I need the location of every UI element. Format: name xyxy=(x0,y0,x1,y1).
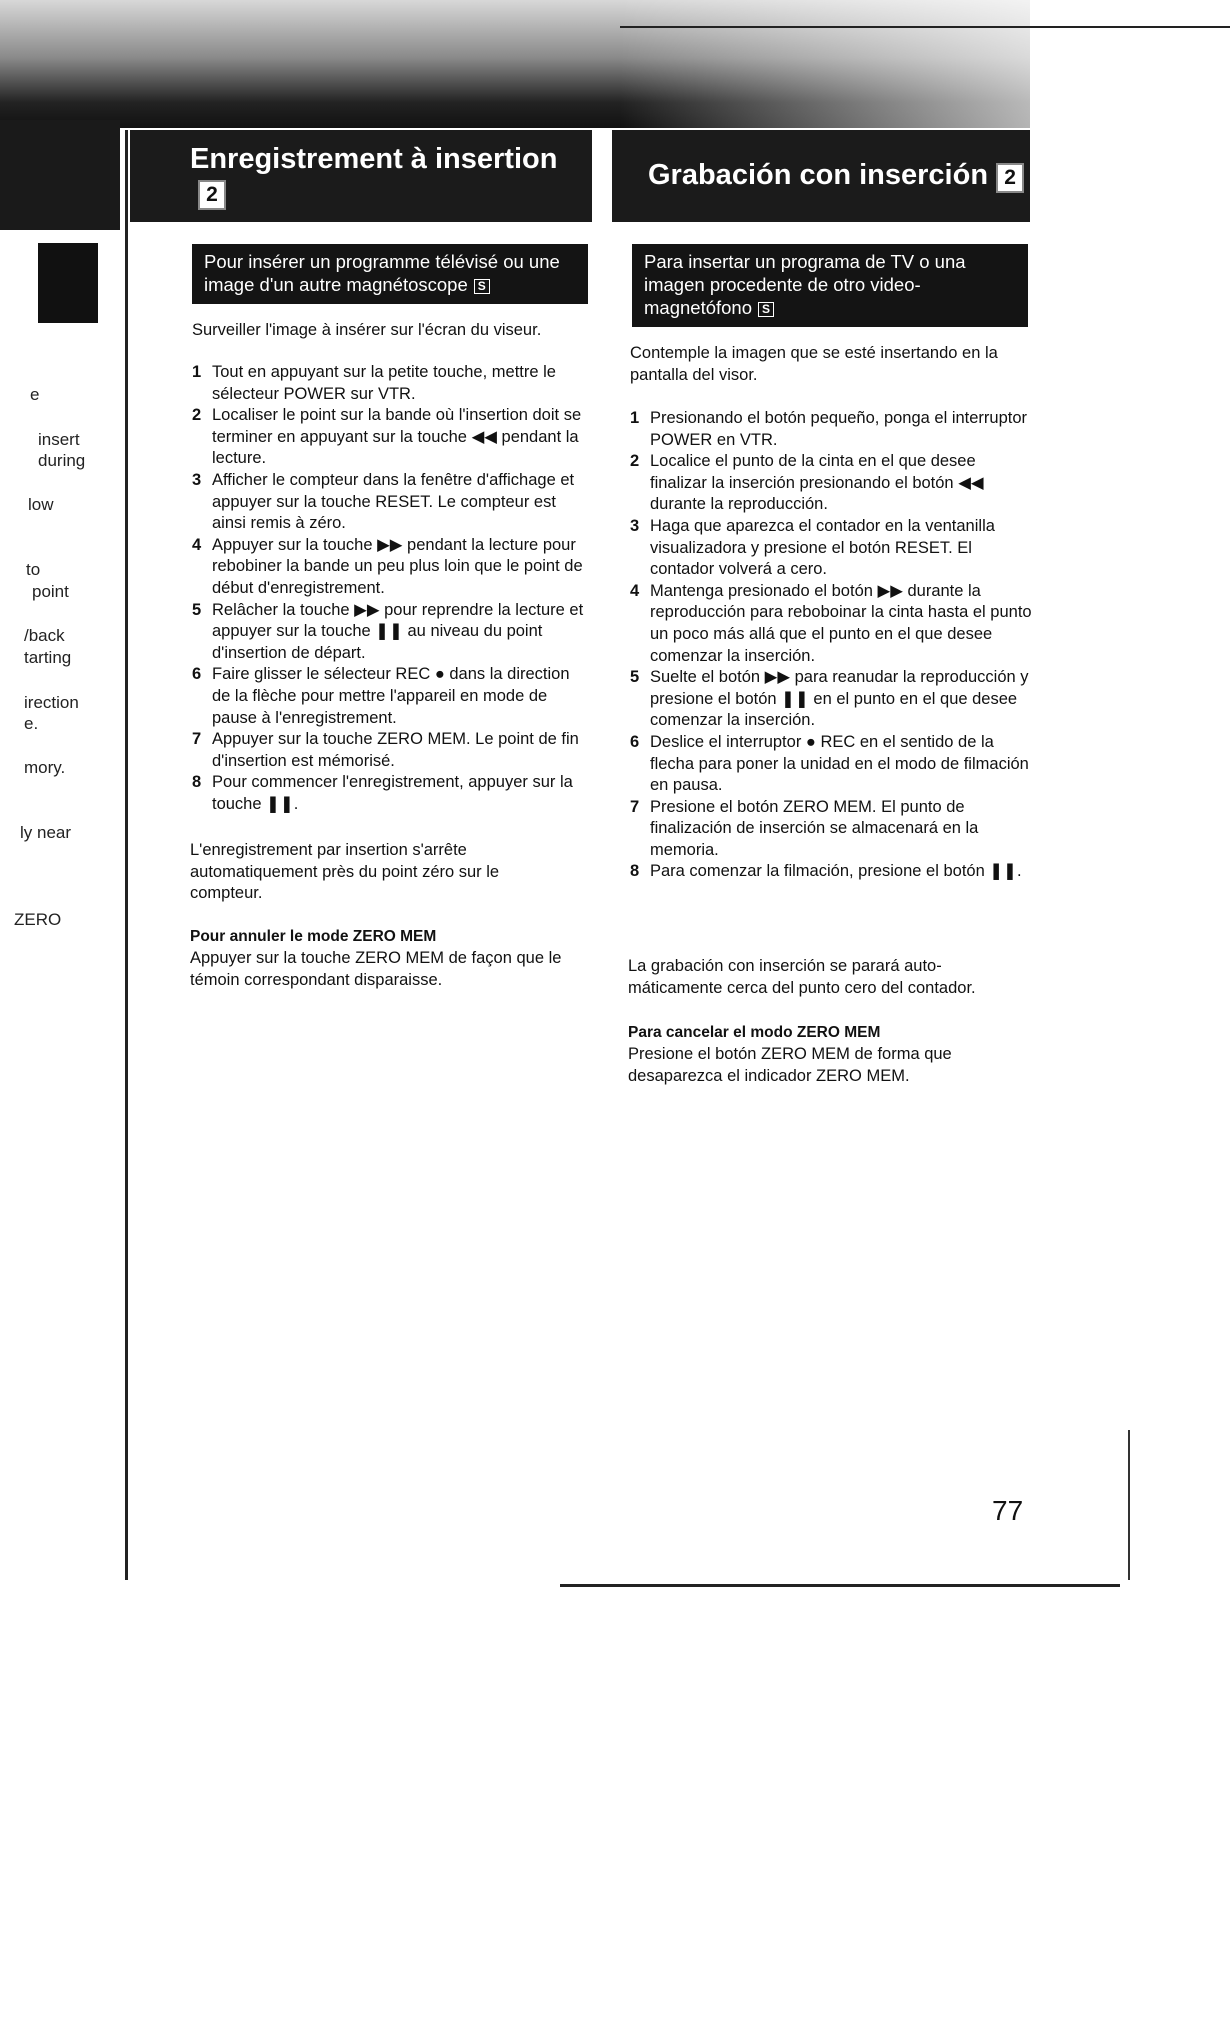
spanish-step: 3 Haga que aparezca el contador en la ventanilla visualizadora y presione el botón RESET. El contador volverá a cero. xyxy=(630,516,995,579)
page-number: 77 xyxy=(992,1495,1024,1526)
header-band-fade xyxy=(620,0,1040,128)
spanish-note-text: Presione el botón ZERO MEM de forma que desaparezca el indicador ZERO MEM. xyxy=(628,1045,952,1085)
margin-fragment: to xyxy=(26,560,41,579)
left-dark-strip xyxy=(0,120,120,230)
french-step: 2 Localiser le point sur la bande où l'insertion doit se terminer en appuyant sur la touche ◀◀ pendant la lecture. xyxy=(192,406,582,468)
spanish-step: 8 Para comenzar la filmación, presione el botón ❚❚. xyxy=(630,862,1022,881)
margin-fragment: during xyxy=(38,451,86,470)
s-mode-icon: S xyxy=(758,302,774,317)
margin-fragment: low xyxy=(28,495,54,514)
margin-fragment: e xyxy=(30,385,40,404)
spanish-steps-list xyxy=(626,408,1032,883)
french-step: 4 Appuyer sur la touche ▶▶ pendant la lecture pour rebobiner la bande un peu plus loin que le point de début d'enregistrement. xyxy=(192,535,583,597)
spanish-figure-ref: 2 xyxy=(996,163,1024,193)
spanish-intro: Contemple la imagen que se esté insertando en la pantalla del visor. xyxy=(630,344,998,384)
french-intro: Surveiller l'image à insérer sur l'écran du viseur. xyxy=(192,321,542,339)
margin-fragment: tarting xyxy=(24,648,72,667)
margin-fragment: ZERO xyxy=(14,910,62,929)
margin-fragment: /back xyxy=(24,626,65,645)
french-step: 1 Tout en appuyant sur la petite touche, mettre le sélecteur POWER sur VTR. xyxy=(192,363,556,403)
spanish-step: 4 Mantenga presionado el botón ▶▶ durante la reproducción para reboboinar la cinta hasta el punto un poco más allá que el punto en el que desee comenzar la inserción. xyxy=(630,581,1032,665)
column-divider-line xyxy=(125,130,128,1580)
french-closing-text: L'enregistrement par insertion s'arrête automatiquement près du point zéro sur le compteur. xyxy=(190,841,500,903)
spanish-closing-text: La grabación con inserción se parará auto- máticamente cerca del punto cero del contador. xyxy=(628,957,976,997)
french-section-heading xyxy=(130,130,592,222)
spanish-step: 2 Localice el punto de la cinta en el que desee finalizar la inserción presionando el botón ◀◀ durante la reproducción. xyxy=(630,452,984,514)
french-step: 8 Pour commencer l'enregistrement, appuyer sur la touche ❚❚. xyxy=(192,773,573,813)
spanish-note-title: Para cancelar el modo ZERO MEM xyxy=(628,1024,881,1041)
margin-fragment: e. xyxy=(24,714,39,733)
french-subheading xyxy=(192,244,588,304)
margin-fragment: insert xyxy=(38,430,80,449)
margin-fragment: mory. xyxy=(24,758,66,777)
french-note-text: Appuyer sur la touche ZERO MEM de façon que le témoin correspondant disparaisse. xyxy=(190,949,562,989)
top-rule xyxy=(620,26,1230,28)
spanish-subheading xyxy=(632,244,1028,327)
margin-fragment: irection xyxy=(24,693,79,712)
margin-fragment: ly near xyxy=(20,823,72,842)
french-figure-ref: 2 xyxy=(198,180,226,210)
french-step: 7 Appuyer sur la touche ZERO MEM. Le point de fin d'insertion est mémorisé. xyxy=(192,730,579,770)
spanish-subheading-text: Para insertar un programa de TV o una imagen procedente de otro video- magnetófono xyxy=(644,251,966,318)
left-tab-marker xyxy=(38,243,98,323)
french-steps-list xyxy=(188,362,586,815)
margin-fragment: point xyxy=(32,582,69,601)
spanish-step: 7 Presione el botón ZERO MEM. El punto de finalización de inserción se almacenará en la memoria. xyxy=(630,797,979,859)
spanish-section-heading xyxy=(612,130,1030,222)
right-edge-line xyxy=(1128,1430,1130,1580)
french-title: Enregistrement à insertion xyxy=(190,142,558,175)
s-mode-icon: S xyxy=(474,279,490,294)
french-subheading-text: Pour insérer un programme télévisé ou une image d'un autre magnétoscope xyxy=(204,251,560,295)
french-note-title: Pour annuler le mode ZERO MEM xyxy=(190,928,437,945)
french-step: 6 Faire glisser le sélecteur REC ● dans la direction de la flèche pour mettre l'appareil en mode de pause à l'enregistrement. xyxy=(192,665,570,727)
spanish-step: 5 Suelte el botón ▶▶ para reanudar la reproducción y presione el botón ❚❚ en el punto en el que desee comenzar la inserción. xyxy=(630,668,1029,730)
spanish-step: 1 Presionando el botón pequeño, ponga el interruptor POWER en VTR. xyxy=(630,409,1028,449)
french-step: 5 Relâcher la touche ▶▶ pour reprendre la lecture et appuyer sur la touche ❚❚ au niveau du point d'insertion de départ. xyxy=(192,600,584,662)
spanish-title: Grabación con inserción xyxy=(648,159,989,191)
spanish-step: 6 Deslice el interruptor ● REC en el sentido de la flecha para poner la unidad en el modo de filmación en pausa. xyxy=(630,732,1029,795)
french-step: 3 Afficher le compteur dans la fenêtre d'affichage et appuyer sur la touche RESET. Le compteur est ainsi remis à zéro. xyxy=(192,470,575,533)
bottom-rule xyxy=(560,1584,1120,1587)
